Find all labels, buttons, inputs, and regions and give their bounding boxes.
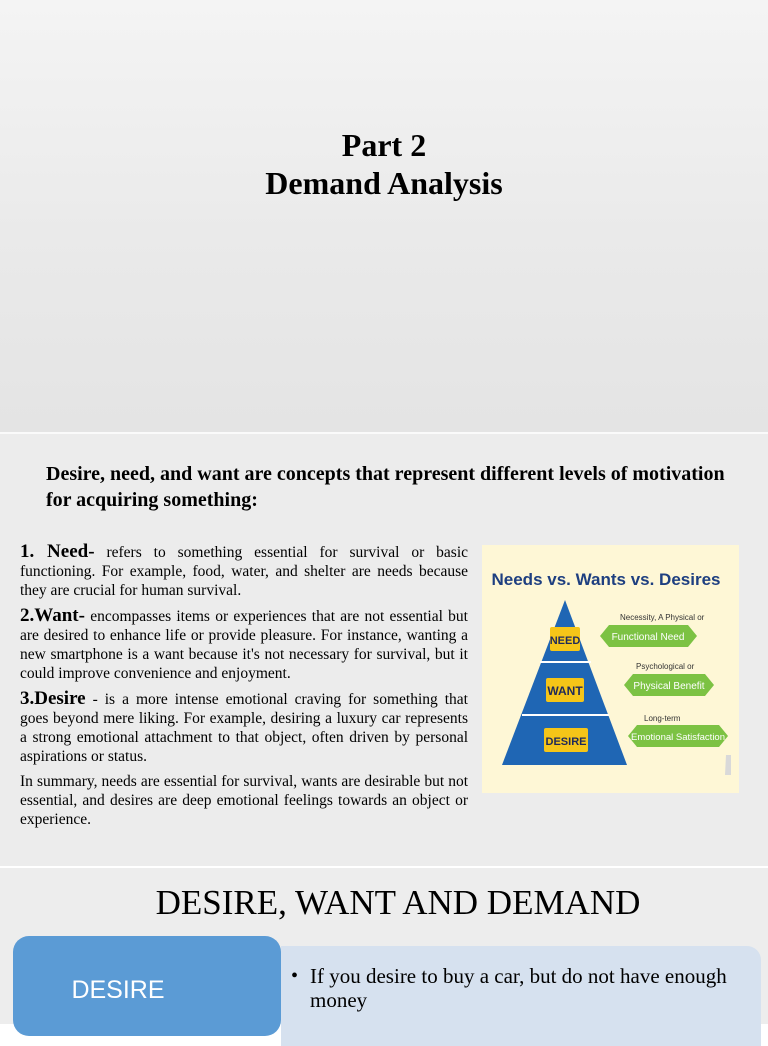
title-slide [0, 0, 768, 432]
bullet-item [291, 964, 731, 1012]
definitions-slide [0, 434, 768, 866]
bullet-icon: • [291, 965, 299, 987]
want-level-label: WANT [547, 684, 583, 698]
intro-heading: Desire, need, and want are concepts that represent different levels of motivation for acquiring something: [46, 463, 725, 511]
desire-caption: Long-term [644, 714, 681, 723]
need-term: 1. Need- [20, 541, 95, 562]
desire-box-label: DESIRE [71, 976, 165, 1004]
pyramid-diagram [482, 545, 739, 793]
want-caption: Psychological or [636, 662, 695, 671]
desire-box [13, 936, 281, 1036]
want-definition [20, 606, 468, 683]
need-definition [20, 542, 468, 600]
desire-tag: Emotional Satisfaction [631, 732, 725, 743]
infographic-title: Needs vs. Wants vs. Desires [491, 570, 721, 589]
desire-definition [20, 689, 468, 766]
desire-example-box [281, 946, 761, 1046]
need-caption: Necessity, A Physical or [620, 613, 705, 622]
want-term: 2.Want- [20, 605, 85, 626]
desire-level-label: DESIRE [545, 736, 587, 748]
desire-text: - is a more intense emotional craving for something that goes beyond mere liking. For example, desiring a luxury car represents a strong emotional attachment to that object, often driven by personal aspirations or status. [20, 691, 468, 765]
title-line-topic: Demand Analysis [265, 165, 503, 201]
desire-term: 3.Desire [20, 688, 86, 709]
title-line-part: Part 2 [341, 127, 427, 163]
need-tag: Functional Need [611, 632, 685, 643]
definitions-list [20, 542, 468, 835]
bullet-text: If you desire to buy a car, but do not have enough money [310, 964, 727, 1012]
need-text: refers to something essential for survival or basic functioning. For example, food, water, and shelter are needs because they are crucial for human survival. [20, 544, 469, 599]
summary-paragraph: In summary, needs are essential for survival, wants are desirable but not essential, and desires are deep emotional feelings towards an object or experience. [20, 773, 468, 828]
needs-wants-desires-infographic [482, 545, 739, 793]
slide3-title: DESIRE, WANT AND DEMAND [155, 883, 641, 922]
desire-want-demand-slide [0, 868, 768, 1024]
want-tag: Physical Benefit [633, 681, 705, 692]
slide-title [0, 126, 768, 202]
want-text: encompasses items or experiences that are not essential but are desired to enhance life or provide pleasure. For instance, wanting a new smartphone is a want because it's not necessary for survival, but it could improve convenience and enjoyment. [20, 608, 468, 682]
watermark-mark [725, 755, 731, 775]
need-level-label: NEED [549, 635, 581, 647]
